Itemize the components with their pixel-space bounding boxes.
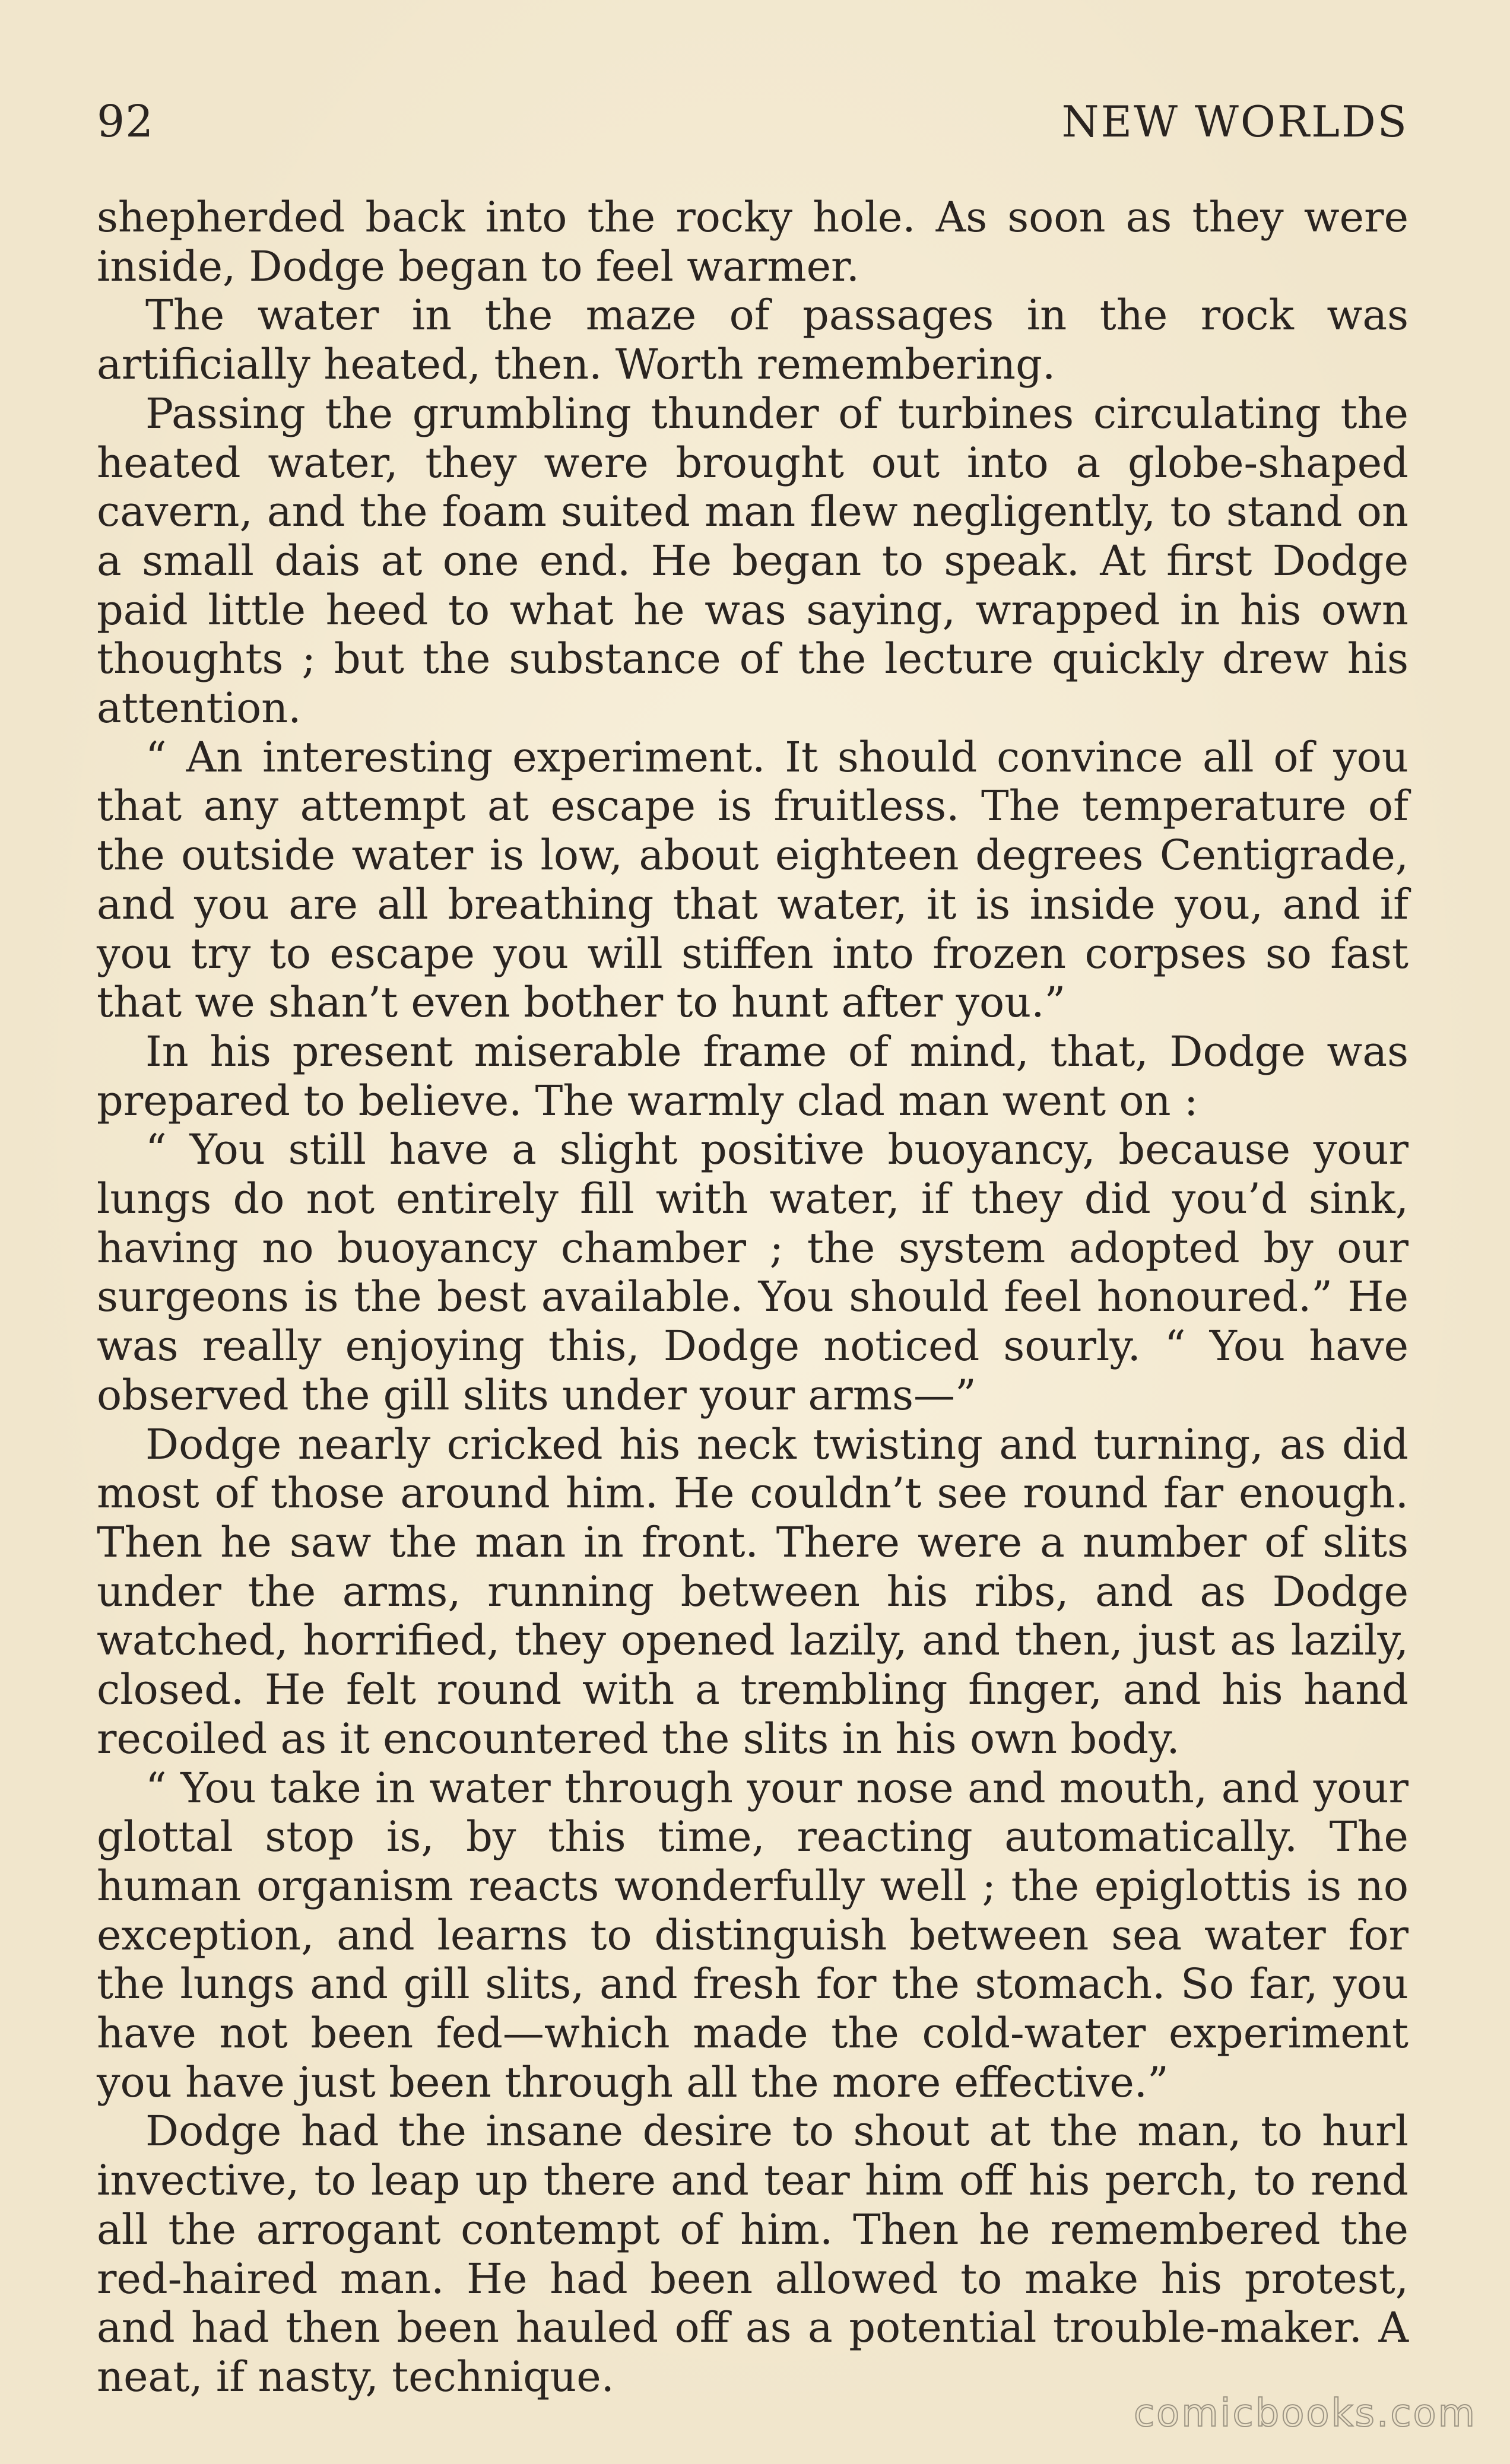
watermark: comicbooks.com bbox=[1133, 2392, 1477, 2436]
paragraph: The water in the maze of passages in the rock was artificially heated, then. Worth remembering. bbox=[97, 291, 1409, 389]
paragraph: shepherded back into the rocky hole. As soon as they were inside, Dodge began to feel warmer. bbox=[97, 193, 1409, 291]
paragraph: In his present miserable frame of mind, that, Dodge was prepared to believe. The warmly clad man went on : bbox=[97, 1027, 1409, 1125]
body-text bbox=[97, 193, 1409, 2402]
running-head-title: NEW WORLDS bbox=[1061, 97, 1409, 147]
page-number: 92 bbox=[97, 96, 154, 147]
paragraph: Dodge nearly cricked his neck twisting and turning, as did most of those around him. He couldn’t see round far enough. Then he saw the man in front. There were a number of slits under the arms, running between his ribs, and as Dodge watched, horrified, they opened lazily, and then, just as lazily, closed. He felt round with a trembling finger, and his hand recoiled as it encountered the slits in his own body. bbox=[97, 1420, 1409, 1763]
running-head bbox=[97, 89, 1409, 154]
paragraph: “ You take in water through your nose and mouth, and your glottal stop is, by this time, reacting automatically. The human organism reacts wonderfully well ; the epiglottis is no exception, and learns to distinguish between sea water for the lungs and gill slits, and fresh for the stomach. So far, you have not been fed—which made the cold-water experiment you have just been through all the more effective.” bbox=[97, 1763, 1409, 2107]
paragraph: Dodge had the insane desire to shout at the man, to hurl invective, to leap up there and tear him off his perch, to rend all the arrogant contempt of him. Then he remembered the red-haired man. He had been allowed to make his protest, and had then been hauled off as a potential trouble-maker. A neat, if nasty, technique. bbox=[97, 2107, 1409, 2401]
paragraph: Passing the grumbling thunder of turbines circulating the heated water, they were brought out into a globe-shaped cavern, and the foam suited man flew negligently, to stand on a small dais at one end. He began to speak. At first Dodge paid little heed to what he was saying, wrapped in his own thoughts ; but the substance of the lecture quickly drew his attention. bbox=[97, 389, 1409, 733]
paragraph: “ An interesting experiment. It should convince all of you that any attempt at escape is fruitless. The temperature of the outside water is low, about eighteen degrees Centigrade, and you are all breathing that water, it is inside you, and if you try to escape you will stiffen into frozen corpses so fast that we shan’t even bother to hunt after you.” bbox=[97, 732, 1409, 1027]
paragraph: “ You still have a slight positive buoyancy, because your lungs do not entirely fill with water, if they did you’d sink, having no buoyancy chamber ; the system adopted by our surgeons is the best available. You should feel honoured.” He was really enjoying this, Dodge noticed sourly. “ You have observed the gill slits under your arms—” bbox=[97, 1125, 1409, 1420]
